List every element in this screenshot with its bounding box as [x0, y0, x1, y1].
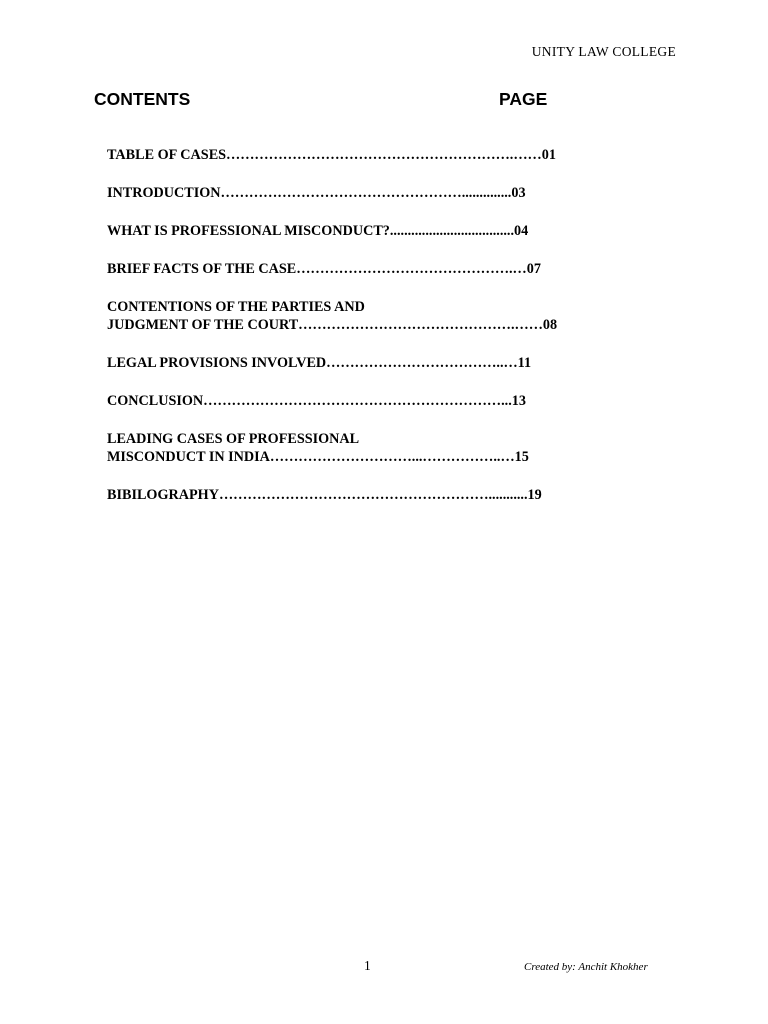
page-number: 1: [364, 958, 371, 973]
toc-line: CONTENTIONS OF THE PARTIES AND: [107, 299, 365, 315]
toc-line: MISCONDUCT IN INDIA…………………………...……………..…15: [107, 449, 529, 465]
author-credit: Created by: Anchit Khokher: [524, 961, 648, 973]
toc-entry: [107, 184, 667, 202]
toc-line: LEGAL PROVISIONS INVOLVED………………………………..…11: [107, 355, 532, 371]
toc-line: LEADING CASES OF PROFESSIONAL: [107, 431, 360, 447]
table-of-contents: [107, 146, 667, 524]
college-header: UNITY LAW COLLEGE: [531, 44, 676, 59]
toc-entry: [107, 146, 667, 164]
toc-line: BRIEF FACTS OF THE CASE……………………………………….…07: [107, 261, 541, 277]
page-heading: PAGE: [499, 89, 548, 109]
toc-entry: [107, 486, 667, 504]
toc-line: BIBILOGRAPHY…………………………………………………...........19: [107, 487, 542, 503]
toc-line: JUDGMENT OF THE COURT……………………………………….……08: [107, 317, 558, 333]
contents-heading: CONTENTS: [94, 89, 191, 109]
toc-entry: [107, 354, 667, 372]
toc-entry: [107, 260, 667, 278]
toc-entry: [107, 222, 667, 240]
toc-entry: [107, 298, 667, 334]
toc-line: WHAT IS PROFESSIONAL MISCONDUCT?...................................04: [107, 223, 529, 239]
toc-line: TABLE OF CASES…………………………………………………….……01: [107, 147, 556, 163]
toc-entry: [107, 392, 667, 410]
toc-line: CONCLUSION………………………………………………………...13: [107, 393, 526, 409]
toc-entry: [107, 430, 667, 466]
toc-line: INTRODUCTION……………………………………………..............03: [107, 185, 526, 201]
